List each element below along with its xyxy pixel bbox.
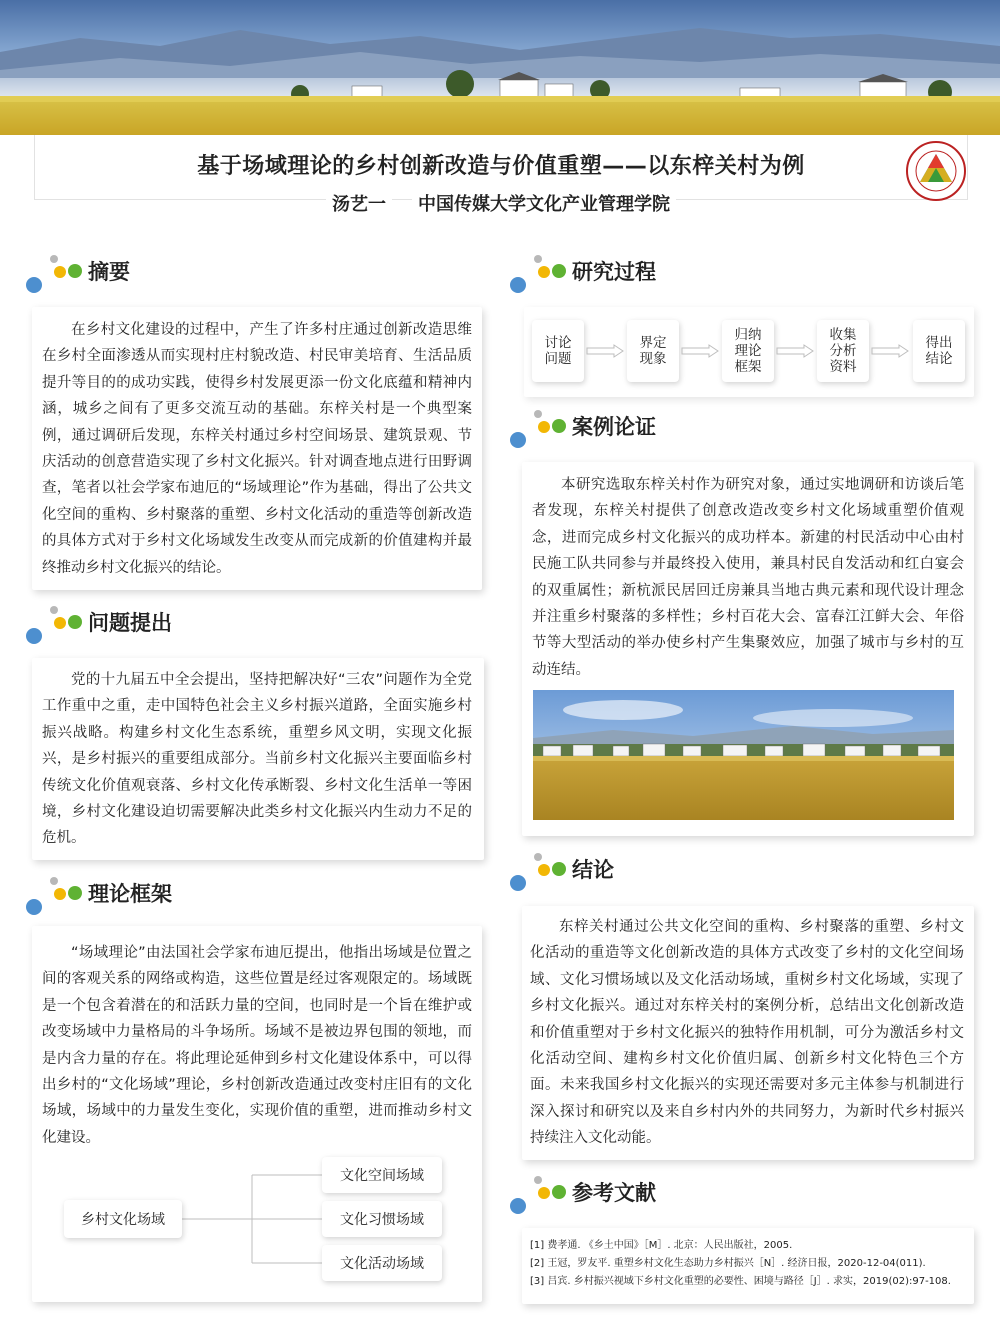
decor-dot-icon [534, 255, 542, 263]
decor-dot-icon [510, 277, 526, 293]
reference-item: [3] 吕宾. 乡村振兴视域下乡村文化重塑的必要性、困境与路径［J］. 求实，2019(02):97-108. [530, 1276, 951, 1287]
tree-child-node: 文化习惯场域 [322, 1201, 442, 1237]
process-step: 界定现象 [627, 320, 679, 382]
decor-dot-icon [510, 1198, 526, 1214]
process-step: 讨论问题 [532, 320, 584, 382]
conclusion-text: 东梓关村通过公共文化空间的重构、乡村聚落的重塑、乡村文化活动的重造等文化创新改造的具体方式改变了乡村的文化空间场域、文化习惯场域以及文化活动场域，重树乡村文化场域，实现了乡村文化振兴。通过对东梓关村的案例分析，总结出文化创新改造和价值重塑对于乡村文化振兴的独特作用机制，可分为激活乡村文化活动空间、建构乡村文化价值归属、创新乡村文化特色三个方面。未来我国乡村文化振兴的实现还需要对多元主体参与机制进行深入探讨和研究以及来自乡村内外的共同努力，为新时代乡村振兴持续注入文化动能。 [530, 919, 964, 1147]
section-header-references [506, 1176, 806, 1216]
theory-text: “场域理论”由法国社会学家布迪厄提出，他指出场域是位置之间的客观关系的网络或构造，这些位置是经过客观限定的。场域既是一个包含着潜在的和活跃力量的空间，也同时是一个旨在维护或改变场域中力量格局的斗争场所。场域不是被边界包围的领地，而是内含力量的存在。将此理论延伸到乡村文化建设体系中，可以得出乡村的“文化场域”理论，乡村创新改造通过改变村庄旧有的文化场域，场域中的力量发生变化，实现价值的重塑，进而推动乡村文化建设。 [42, 945, 472, 1146]
decor-dot-icon [552, 862, 566, 876]
decor-dot-icon [552, 264, 566, 278]
reference-item: [2] 王冠，罗友平. 重塑乡村文化生态助力乡村振兴［N］. 经济日报，2020-12-04(011). [530, 1258, 926, 1269]
arrow-right-icon [681, 344, 719, 358]
section-title: 研究过程 [572, 260, 656, 284]
decor-dot-icon [534, 1176, 542, 1184]
section-title: 理论框架 [88, 882, 172, 906]
reference-item: [1] 费孝通. 《乡土中国》［M］. 北京：人民出版社，2005. [530, 1240, 793, 1251]
tree-child-node: 文化活动场域 [322, 1245, 442, 1281]
abstract-text: 在乡村文化建设的过程中，产生了许多村庄通过创新改造思维在乡村全面渗透从而实现村庄村貌改造、村民审美培育、生活品质提升等目的的成功实践，使得乡村发展更添一份文化底蕴和精神内涵，城乡之间有了更多交流互动的基础。东梓关村是一个典型案例，通过调研后发现，东梓关村通过乡村空间场景、建筑景观、节庆活动的创意营造实现了乡村文化振兴。针对调查地点进行田野调查，笔者以社会学家布迪厄的“场域理论”作为基础，得出了公共文化空间的重构、乡村聚落的重塑、乡村文化活动的重造等创新改造的具体方式对于乡村文化场域发生改变从而完成新的价值建构并最终推动乡村文化振兴的结论。 [42, 322, 472, 576]
poster-title: 基于场域理论的乡村创新改造与价值重塑——以东梓关村为例 [197, 154, 805, 179]
decor-dot-icon [538, 1187, 550, 1199]
decor-dot-icon [538, 421, 550, 433]
case-text: 本研究选取东梓关村作为研究对象，通过实地调研和访谈后笔者发现，东梓关村提供了创意改造改变乡村文化场域重塑价值观念，进而完成乡村文化振兴的成功样本。新建的村民活动中心由村民施工队共同参与并最终投入使用，兼具村民自发活动和红白宴会的双重属性；新杭派民居回迁房兼具当地古典元素和现代设计理念并注重乡村聚落的多样性；乡村百花大会、富春江江鲜大会、年俗节等大型活动的举办使乡村产生集聚效应，加强了城市与乡村的互动连结。 [532, 477, 964, 678]
decor-dot-icon [538, 266, 550, 278]
problem-text: 党的十九届五中全会提出，坚持把解决好“三农”问题作为全党工作重中之重，走中国特色社会主义乡村振兴道路，全面实施乡村振兴战略。构建乡村文化生态系统，重塑乡风文明，实现文化振兴，是乡村振兴的重要组成部分。当前乡村文化振兴主要面临乡村传统文化价值观衰落、乡村文化传承断裂、乡村文化生活单一等困境，乡村文化建设迫切需要解决此类乡村文化振兴内生动力不足的危机。 [42, 672, 472, 847]
decor-dot-icon [510, 875, 526, 891]
section-title: 参考文献 [572, 1181, 656, 1205]
section-title: 结论 [572, 858, 614, 882]
decor-dot-icon [534, 410, 542, 418]
arrow-right-icon [586, 344, 624, 358]
references-card [522, 1228, 974, 1304]
tree-child-node: 文化空间场域 [322, 1157, 442, 1193]
decor-dot-icon [538, 864, 550, 876]
decor-dot-icon [552, 419, 566, 433]
section-title: 摘要 [88, 260, 130, 284]
process-step: 归纳理论框架 [722, 320, 774, 382]
decor-dot-icon [534, 853, 542, 861]
decor-dot-icon [552, 1185, 566, 1199]
decor-dot-icon [510, 432, 526, 448]
section-header-conclusion [506, 853, 806, 893]
section-header-process [506, 255, 806, 295]
process-step: 得出结论 [913, 320, 965, 382]
process-step: 收集分析资料 [817, 320, 869, 382]
section-header-case [506, 410, 806, 450]
author-affiliation: 中国传媒大学文化产业管理学院 [412, 194, 676, 215]
author-name: 汤艺一 [326, 194, 392, 215]
conclusion-card [522, 906, 974, 1160]
village-field-photo [533, 690, 954, 820]
arrow-right-icon [776, 344, 814, 358]
section-title: 案例论证 [572, 415, 656, 439]
section-title: 问题提出 [88, 611, 172, 635]
tree-root-node: 乡村文化场域 [64, 1200, 182, 1238]
arrow-right-icon [871, 344, 909, 358]
